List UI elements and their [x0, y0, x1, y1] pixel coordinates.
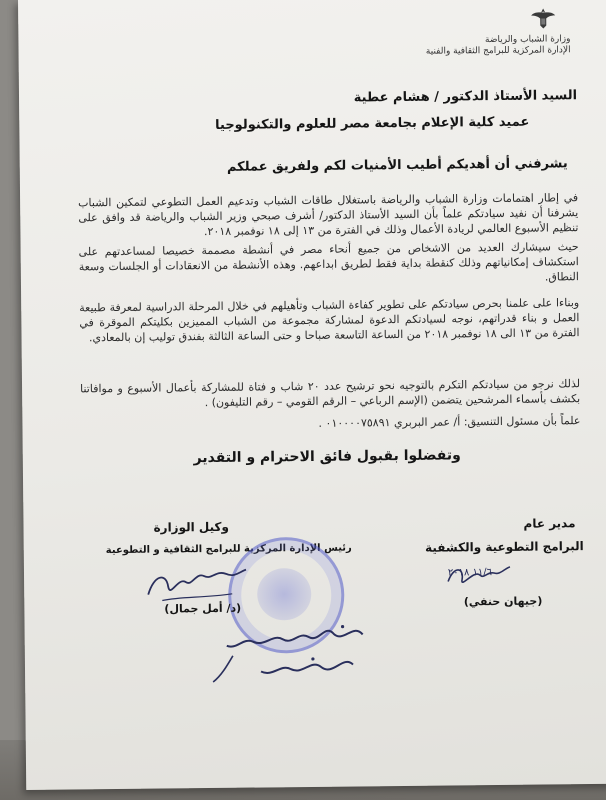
greeting: يشرفني أن أهديكم أطيب الأمنيات لكم ولفريق عملكم — [226, 156, 568, 175]
left-signatory-department: رئيس الإدارة المركزية للبرامج الثقافية و التطوعية — [105, 542, 352, 557]
body-paragraph-3: وبناءا على علمنا بحرص سيادتكم على تطوير كفاءة الشباب وتأهيلهم في خلال المرحلة الدراسية لمعرفة طبيعة العمل و بناء قدراتهم، نوجه لسيادتكم الدعوة لمشاركة مجموعة من الشباب المميزين بكليتكم الموقرة في الفترة من ١٣ الى ١٨ نوفمبر ٢٠١٨ من الساعة التاسعة صباحا و حتى الساعة الثالثة بفندق توليب إن بالمعادي. — [79, 296, 580, 345]
closing-line: وتفضلوا بقبول فائق الاحترام و التقدير — [193, 447, 461, 467]
dean-title: عميد كلية الإعلام بجامعة مصر للعلوم والتكنولوجيا — [215, 114, 530, 133]
right-signatory-name: (جيهان حنفي) — [463, 594, 543, 609]
addressee: السيد الأستاذ الدكتور / هشام عطية — [353, 88, 578, 106]
egypt-eagle-emblem-icon — [530, 6, 556, 30]
right-signature-date: ١١/٦ ٢٠١٨ — [447, 567, 493, 579]
right-signatory-department: البرامج التطوعية والكشفية — [424, 539, 584, 555]
left-signatory-name: (د/ أمل جمال) — [164, 601, 242, 616]
right-signature-scribble — [444, 561, 514, 592]
ministry-header — [426, 34, 571, 58]
handwritten-note — [192, 614, 383, 696]
coordinator-contact: علماً بأن مسئول التنسيق: أ/ عمر البربري ٠١٠٠٠٠٧٥٨٩١ . — [318, 414, 581, 430]
letter-page — [18, 0, 606, 790]
stamp-emblem — [257, 568, 312, 621]
department-name: الإدارة المركزية للبرامج الثقافية والفنية — [425, 45, 571, 57]
ministry-name: وزارة الشباب والرياضة — [484, 34, 571, 46]
body-paragraph-4: لذلك نرجو من سيادتكم التكرم بالتوجيه نحو ترشيح عدد ٢٠ شاب و فتاة للمشاركة بأعمال الأسبوع و موافاتنا بكشف بأسماء المرشحين يتضمن (الإسم الرباعي – الرقم القومي – رقم التليفون) . — [80, 377, 581, 410]
body-paragraph-1: في إطار اهتمامات وزارة الشباب والرياضة باستغلال طاقات الشباب وتدعيم العمل التطوعي لتمكين الشباب يشرفنا أن نفيد سيادتكم علماً بأن السيد الأستاذ الدكتور/ أشرف صبحي وزير الشباب والرياضة قد وافق على تنظيم الأسبوع العالمي لريادة الأعمال وذلك في الفترة من ١٣ إلى ١٨ نوفمبر ٢٠١٨. — [78, 191, 579, 239]
left-signatory-title: وكيل الوزارة — [153, 519, 229, 535]
body-paragraph-2: حيث سيشارك العديد من الاشخاص من جميع أنحاء مصر في أنشطة مصممة خصيصا لمساعدتهم على استكشاف إمكانياتهم وذلك كنقطة بداية فقط لطريق ابداعهم. وهذه الأنشطة من الانعقادات أو الجلسات وسعة النطاق. — [78, 240, 579, 284]
right-signatory-title: مدير عام — [523, 516, 576, 531]
